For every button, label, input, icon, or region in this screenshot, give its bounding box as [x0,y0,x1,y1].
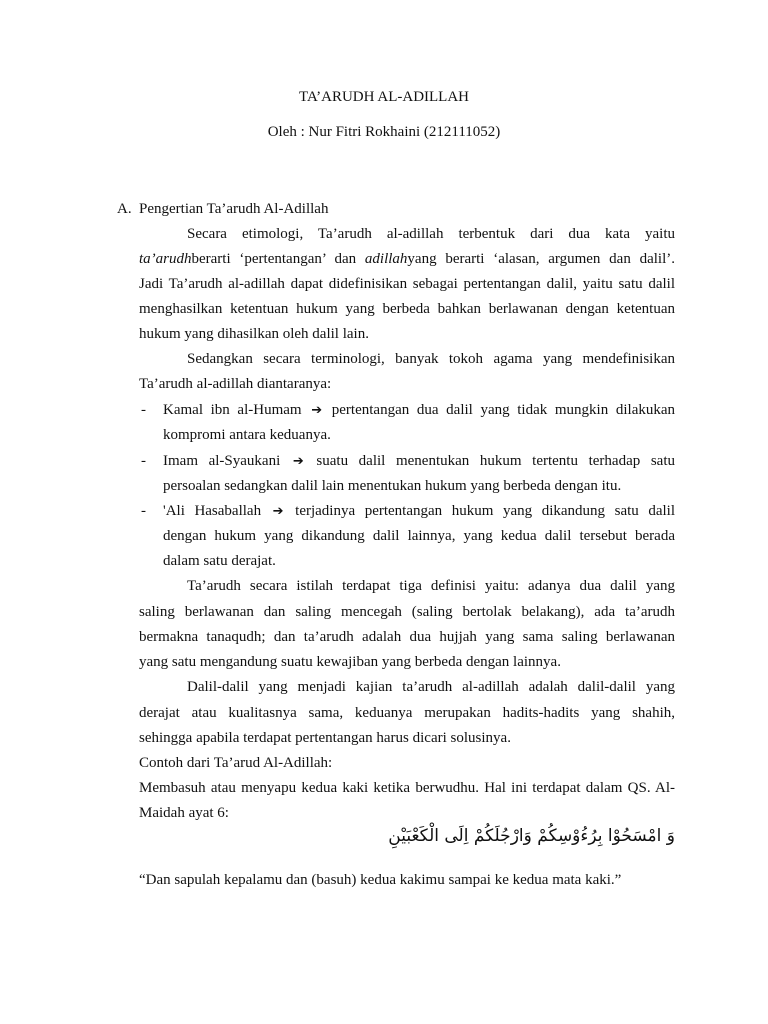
document-title: TA’ARUDH AL-ADILLAH [298,89,470,105]
para4-line1: Dalil-dalil yang menjadi kajian ta’arudh al-adillah adalah dalil-dalil yang [187,679,675,695]
bullet-line: dalam satu derajat. [163,553,276,569]
para2-line2: Ta’arudh al-adillah diantaranya: [139,376,332,392]
bullet-line [163,453,675,470]
bullet-dash: - [141,402,146,418]
para3-line2: saling berlawanan dan saling mencegah (saling bertolak belakang), ada ta’arudh [139,604,675,620]
bullet-line [163,402,675,419]
para3-line3: bermakna tanaqudh; dan ta’arudh adalah dua hujjah yang sama saling berlawanan [139,629,675,645]
example-heading: Contoh dari Ta’arud Al-Adillah: [139,755,333,771]
bullet-name: Kamal ibn al-Humam [163,402,302,418]
para3-line1: Ta’arudh secara istilah terdapat tiga definisi yaitu: adanya dua dalil yang [187,578,675,594]
bullet-text: terjadinya pertentangan hukum yang dikandung satu dalil [295,503,676,519]
para1-line2 [139,251,675,268]
para1-line2-mid: berarti ‘pertentangan’ dan [191,251,365,267]
para3-line4: yang satu mengandung suatu kewajiban yang berbeda dengan lainnya. [139,654,561,670]
bullet-line [163,503,675,520]
section-marker: A. [117,201,132,217]
bullet-text: suatu dalil menentukan hukum tertentu terhadap satu [316,453,676,469]
arrow-right-icon: ➔ [311,403,323,418]
bullet-text: pertentangan dua dalil yang tidak mungkin dilakukan [331,402,676,418]
para1-line4: menghasilkan ketentuan hukum yang berbeda bahkan berlawanan dengan ketentuan [139,301,675,317]
arrow-right-icon: ➔ [272,504,284,519]
arrow-right-icon: ➔ [292,454,304,469]
term-adillah: adillah [364,251,408,267]
para2-line1: Sedangkan secara terminologi, banyak tokoh agama yang mendefinisikan [187,351,675,367]
example-line2: Maidah ayat 6: [139,805,229,821]
example-line1: Membasuh atau menyapu kedua kaki ketika berwudhu. Hal ini terdapat dalam QS. Al- [139,780,675,796]
bullet-name: 'Ali Hasaballah [163,503,262,519]
bullet-line: kompromi antara keduanya. [163,427,331,443]
para1-line5: hukum yang dihasilkan oleh dalil lain. [139,326,369,342]
para1-line1: Secara etimologi, Ta’arudh al-adillah terbentuk dari dua kata yaitu [187,226,675,242]
author-line: Oleh : Nur Fitri Rokhaini (212111052) [267,124,501,140]
para1-line2-end: yang berarti ‘alasan, argumen dan dalil’. [407,251,675,267]
para1-line3: Jadi Ta’arudh al-adillah dapat didefinisikan sebagai pertentangan dalil, yaitu satu dalil [139,276,675,292]
section-heading: Pengertian Ta’arudh Al-Adillah [139,201,329,217]
bullet-dash: - [141,453,146,469]
bullet-line: persoalan sedangkan dalil lain menentukan hukum yang berbeda dengan itu. [163,478,622,494]
verse-translation: “Dan sapulah kepalamu dan (basuh) kedua kakimu sampai ke kedua mata kaki.” [139,872,622,888]
bullet-line: dengan hukum yang dikandung dalil lainnya, yang kedua dalil tersebut berada [163,528,675,544]
term-taarudh: ta’arudh [139,251,192,267]
bullet-dash: - [141,503,146,519]
para4-line2: derajat atau kualitasnya sama, keduanya merupakan hadits-hadits yang shahih, [139,705,675,721]
quran-verse: وَ امْسَحُوْا بِرُءُوْسِكُمْ وَارْجُلَكُمْ اِلَى الْكَعْبَيْنِ [388,826,675,846]
bullet-name: Imam al-Syaukani [163,453,281,469]
para4-line3: sehingga apabila terdapat pertentangan harus dicari solusinya. [139,730,511,746]
